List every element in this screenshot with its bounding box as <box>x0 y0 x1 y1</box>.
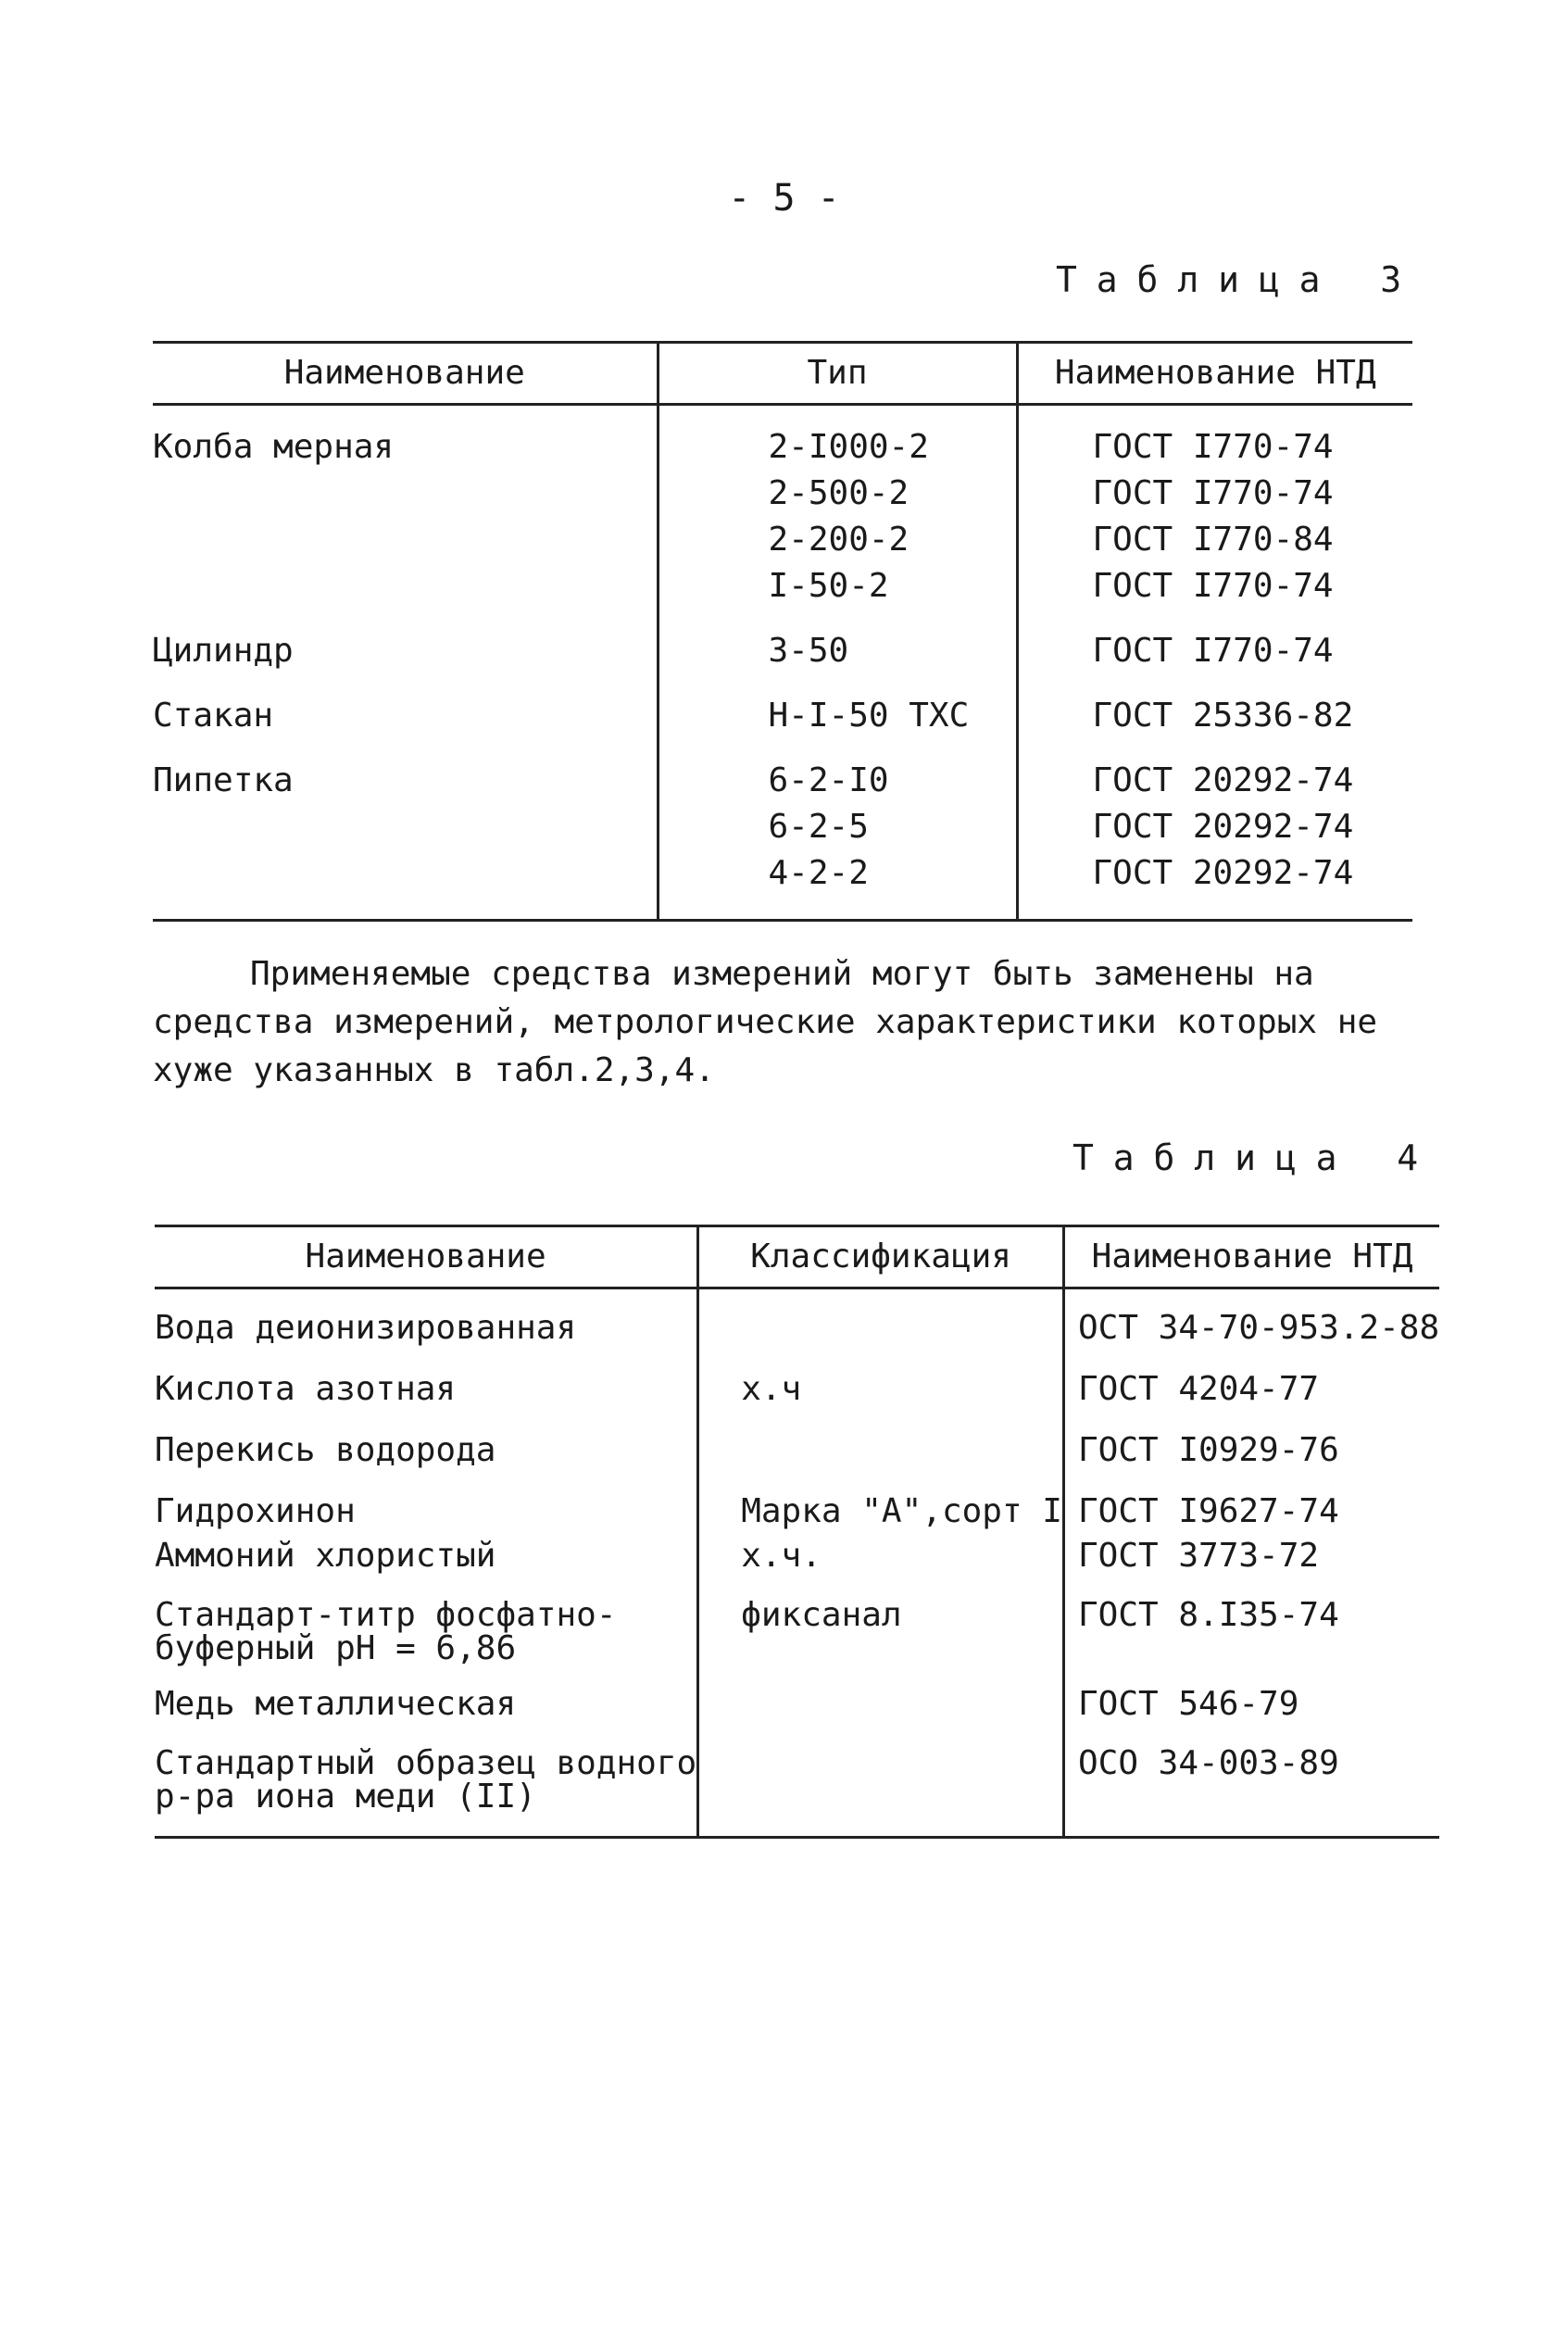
table-row <box>155 1412 1439 1473</box>
ntd-value: ГОСТ 25336-82 <box>1092 697 1354 735</box>
ntd-value: ГОСТ I770-84 <box>1092 521 1334 559</box>
cell-classification <box>698 1412 1064 1473</box>
cell-classification: х.ч <box>698 1351 1064 1412</box>
table-3-caption: Таблица 3 <box>1056 259 1422 300</box>
name-line: Кислота азотная <box>155 1370 457 1408</box>
ntd-value: ГОСТ I770-74 <box>1092 567 1334 605</box>
cell-name <box>155 1665 698 1727</box>
cell-type <box>658 405 1017 610</box>
ntd-value: ГОСТ 20292-74 <box>1092 761 1354 799</box>
cell-name: Пипетка <box>153 739 658 921</box>
name-line: Гидрохинон <box>155 1492 356 1530</box>
cell-name <box>155 1288 698 1351</box>
table-header-row <box>155 1226 1439 1288</box>
header-name: Наименование <box>155 1226 698 1288</box>
table-row <box>155 1473 1439 1534</box>
cell-ntd: ГОСТ I0929-76 <box>1077 1431 1339 1469</box>
ntd-value: ГОСТ I770-74 <box>1092 474 1334 512</box>
table-row <box>155 1288 1439 1351</box>
cell-name <box>155 1534 698 1578</box>
cell-ntd <box>1017 405 1412 610</box>
table-row <box>155 1351 1439 1412</box>
table-row <box>153 739 1412 921</box>
cell-classification: фиксанал <box>698 1578 1064 1665</box>
cell-ntd: ГОСТ I9627-74 <box>1077 1492 1339 1530</box>
cell-ntd: ГОСТ 4204-77 <box>1077 1370 1320 1408</box>
cell-ntd <box>1017 674 1412 739</box>
name-line: буферный рН = 6,86 <box>155 1629 517 1667</box>
ntd-value: ГОСТ 20292-74 <box>1092 808 1354 846</box>
type-value: 3-50 <box>768 632 849 670</box>
type-value: 2-200-2 <box>768 521 909 559</box>
name-line: Стандарт-титр фосфатно- <box>155 1596 617 1634</box>
ntd-value: ГОСТ I770-74 <box>1092 428 1334 466</box>
table-row <box>155 1665 1439 1727</box>
paragraph-text: Применяемые средства измерений могут быть заменены на средства измерений, метрологические характеристики которых не хуже указанных в табл.2,3,4. <box>153 955 1378 1089</box>
name-line: Аммоний хлористый <box>155 1537 496 1575</box>
cell-classification <box>698 1727 1064 1838</box>
header-ntd: Наименование НТД <box>1017 343 1412 405</box>
type-value: I-50-2 <box>768 567 889 605</box>
name-line: Вода деионизированная <box>155 1309 577 1347</box>
table-3 <box>153 341 1412 922</box>
cell-name <box>155 1351 698 1412</box>
cell-classification <box>698 1665 1064 1727</box>
cell-classification: х.ч. <box>698 1534 1064 1578</box>
cell-ntd: ГОСТ 3773-72 <box>1077 1537 1320 1575</box>
table-row <box>153 610 1412 674</box>
cell-name <box>155 1412 698 1473</box>
table-header-row <box>153 343 1412 405</box>
cell-type <box>658 739 1017 921</box>
header-type: Тип <box>658 343 1017 405</box>
cell-name <box>155 1727 698 1838</box>
table-4-caption: Таблица 4 <box>1073 1137 1438 1178</box>
table-row <box>155 1534 1439 1578</box>
cell-name: Цилиндр <box>153 610 658 674</box>
header-name: Наименование <box>153 343 658 405</box>
cell-ntd: ОСО 34-003-89 <box>1077 1744 1339 1782</box>
table-4 <box>155 1225 1439 1839</box>
cell-name <box>155 1473 698 1534</box>
type-value: 4-2-2 <box>768 854 869 892</box>
cell-name <box>155 1578 698 1665</box>
ntd-value: ГОСТ 20292-74 <box>1092 854 1354 892</box>
name-line: Перекись водорода <box>155 1431 496 1469</box>
type-value: 2-500-2 <box>768 474 909 512</box>
name-line: р-ра иона меди (II) <box>155 1778 536 1816</box>
cell-type <box>658 674 1017 739</box>
table-row <box>153 405 1412 610</box>
cell-ntd: ГОСТ 8.I35-74 <box>1077 1596 1339 1634</box>
name-line: Медь металлическая <box>155 1685 517 1723</box>
cell-ntd <box>1017 739 1412 921</box>
header-ntd: Наименование НТД <box>1063 1226 1439 1288</box>
page-number: - 5 - <box>728 177 840 220</box>
cell-ntd: ОСТ 34-70-953.2-88 <box>1077 1309 1440 1347</box>
cell-ntd: ГОСТ 546-79 <box>1077 1685 1299 1723</box>
type-value: 6-2-I0 <box>768 761 889 799</box>
cell-classification: Марка "А",сорт I <box>698 1473 1064 1534</box>
cell-name: Колба мерная <box>153 405 658 610</box>
type-value: 6-2-5 <box>768 808 869 846</box>
body-paragraph <box>153 950 1412 1095</box>
name-line: Стандартный образец водного <box>155 1744 697 1782</box>
cell-classification <box>698 1288 1064 1351</box>
cell-type <box>658 610 1017 674</box>
table-row <box>153 674 1412 739</box>
table-row <box>155 1727 1439 1838</box>
cell-ntd <box>1017 610 1412 674</box>
type-value: 2-I000-2 <box>768 428 929 466</box>
table-row <box>155 1578 1439 1665</box>
cell-name: Стакан <box>153 674 658 739</box>
type-value: Н-I-50 ТХС <box>768 697 970 735</box>
ntd-value: ГОСТ I770-74 <box>1092 632 1334 670</box>
header-classification: Классификация <box>698 1226 1064 1288</box>
